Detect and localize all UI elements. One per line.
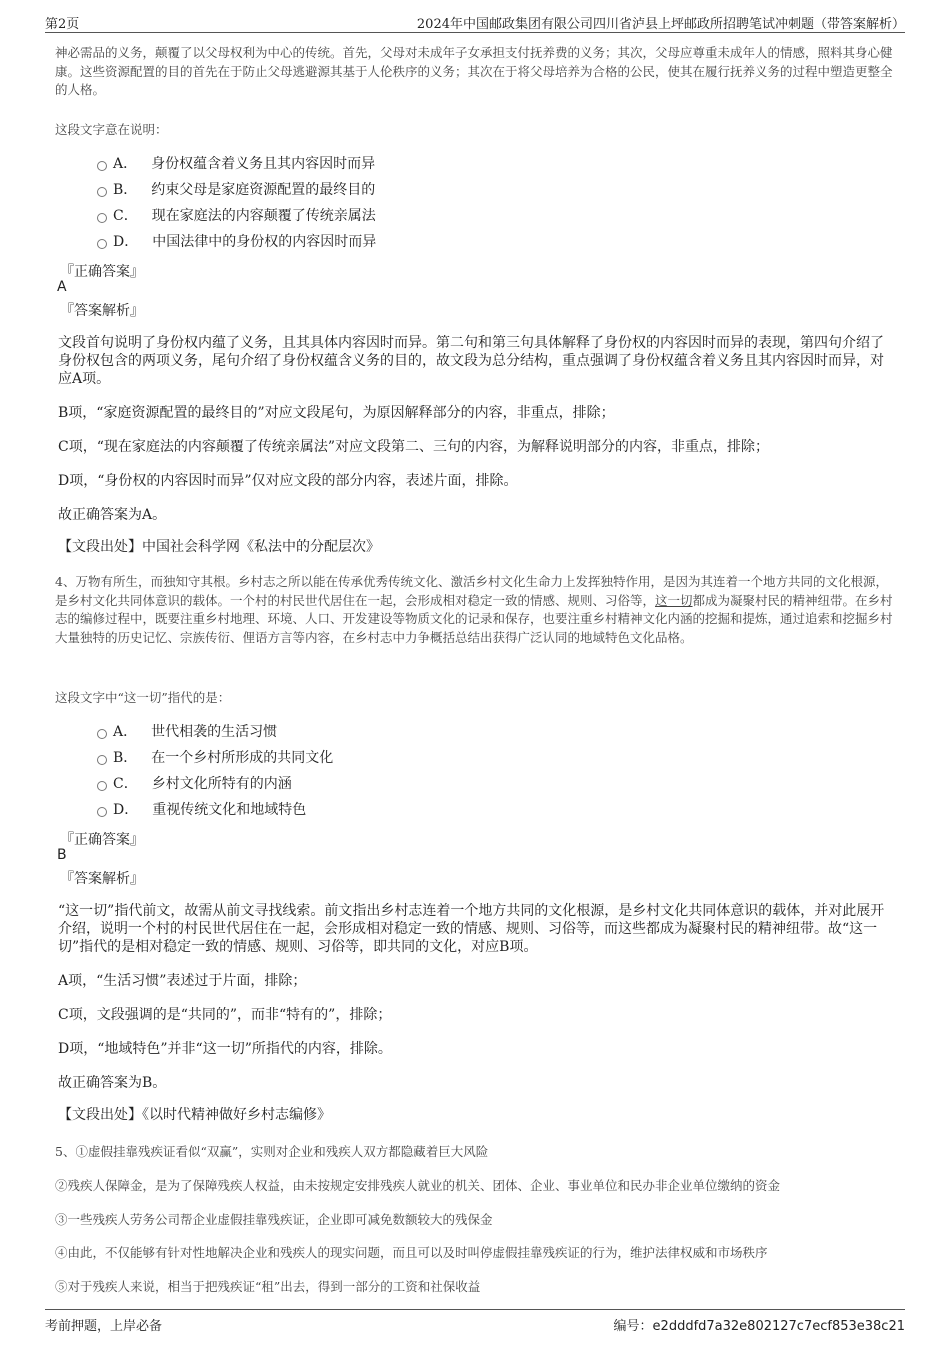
- q3-analysis-b: B项，“家庭资源配置的最终目的”对应文段尾句，为原因解释部分的内容，非重点，排除；: [58, 405, 615, 421]
- page-header: [45, 10, 905, 33]
- radio-icon[interactable]: [97, 729, 107, 739]
- q4-option-b[interactable]: B． 在一个乡村所形成的共同文化: [97, 748, 333, 768]
- radio-icon[interactable]: [97, 781, 107, 791]
- q5-statement-2: ②残疾人保障金，是为了保障残疾人权益，由未按规定安排残疾人就业的机关、团体、企业、事业单位和民办非企业单位缴纳的资金: [55, 1178, 781, 1193]
- q4-question: 这段文字中“这一切”指代的是：: [55, 690, 231, 705]
- q4-analysis-label: 『答案解析』: [60, 871, 144, 887]
- q4-source: 【文段出处】《以时代精神做好乡村志编修》: [58, 1107, 331, 1123]
- q4-analysis-d: D项，“地域特色”并非“这一切”所指代的内容，排除。: [58, 1041, 392, 1057]
- q3-question: 这段文字意在说明：: [55, 122, 168, 137]
- q4-analysis-c: C项，文段强调的是“共同的”，而非“特有的”，排除；: [58, 1007, 392, 1023]
- q5-statement-5: ⑤对于残疾人来说，相当于把残疾证“租”出去，得到一部分的工资和社保收益: [55, 1279, 481, 1294]
- q3-analysis-c: C项，“现在家庭法的内容颠覆了传统亲属法”对应文段第二、三句的内容，为解释说明部分的内容，非重点，排除；: [58, 439, 770, 455]
- q3-option-b[interactable]: B． 约束父母是家庭资源配置的最终目的: [97, 180, 375, 200]
- q3-analysis-main: 文段首句说明了身份权内蕴了义务，且其具体内容因时而异。第二句和第三句具体解释了身份权的内容因时而异的表现，第四句介绍了身份权包含的两项义务，尾句介绍了身份权蕴含义务的目的，故文段为总分结构，重点强调了身份权蕴含着义务且其内容因时而异，对应A项。: [58, 335, 884, 387]
- radio-icon[interactable]: [97, 755, 107, 765]
- radio-icon[interactable]: [97, 187, 107, 197]
- q4-option-a[interactable]: A． 世代相袭的生活习惯: [97, 722, 277, 742]
- q4-answer-label: 『正确答案』: [60, 832, 144, 848]
- q5-statement-4: ④由此，不仅能够有针对性地解决企业和残疾人的现实问题，而且可以及时叫停虚假挂靠残疾证的行为，维护法律权威和市场秩序: [55, 1245, 768, 1260]
- q4-analysis-main: “这一切”指代前文，故需从前文寻找线索。前文指出乡村志连着一个地方共同的文化根源，是乡村文化共同体意识的载体，并对此展开介绍，说明一个村的村民世代居住在一起，会形成相对稳定一致的情感、规则、习俗等，而这些都成为凝聚村民的精神纽带。故“这一切”指代的是相对稳定一致的情感、规则、习俗等，即共同的文化，对应B项。: [58, 903, 885, 955]
- footer-slogan: 考前押题，上岸必备: [45, 1319, 163, 1334]
- page-number: 第2页: [45, 17, 80, 32]
- q3-analysis-label: 『答案解析』: [60, 303, 144, 319]
- radio-icon[interactable]: [97, 161, 107, 171]
- q3-passage: 神必需品的义务，颠覆了以父母权利为中心的传统。首先，父母对未成年子女承担支付抚养费的义务；其次，父母应尊重未成年人的情感，照料其身心健康。这些资源配置的目的首先在于防止父母逃避源其基于人伦秩序的义务；其次在于将父母培养为合格的公民，使其在履行抚养义务的过程中塑造更整全的人格。: [55, 45, 893, 97]
- q4-option-d[interactable]: D． 重视传统文化和地域特色: [97, 800, 306, 820]
- document-id: 编号：e2dddfd7a32e802127c7ecf853e38c21: [613, 1319, 905, 1334]
- q3-answer: A: [57, 279, 67, 295]
- radio-icon[interactable]: [97, 213, 107, 223]
- q3-answer-label: 『正确答案』: [60, 264, 144, 280]
- q4-analysis-a: A项，“生活习惯”表述过于片面，排除；: [58, 973, 307, 989]
- q4-conclusion: 故正确答案为B。: [58, 1075, 167, 1091]
- document-title: 2024年中国邮政集团有限公司四川省泸县上坪邮政所招聘笔试冲刺题（带答案解析）: [416, 17, 905, 32]
- q3-option-c[interactable]: C． 现在家庭法的内容颠覆了传统亲属法: [97, 206, 376, 226]
- q5-statement-3: ③一些残疾人劳务公司帮企业虚假挂靠残疾证，企业即可减免数额较大的残保金: [55, 1212, 493, 1227]
- radio-icon[interactable]: [97, 807, 107, 817]
- q3-source: 【文段出处】中国社会科学网《私法中的分配层次》: [58, 539, 380, 555]
- q3-option-d[interactable]: D． 中国法律中的身份权的内容因时而异: [97, 232, 376, 252]
- radio-icon[interactable]: [97, 239, 107, 249]
- q4-passage: 4、万物有所生，而独知守其根。乡村志之所以能在传承优秀传统文化、激活乡村文化生命力上发挥独特作用，是因为其连着一个地方共同的文化根源，是乡村文化共同体意识的载体。一个村的村民世代居住在一起，会形成相对稳定一致的情感、规则、习俗等，这一切都成为凝聚村民的精神纽带。在乡村志的编修过程中，既要注重乡村地理、环境、人口、开发建设等物质文化的记录和保存，也要注重乡村精神文化内涵的挖掘和提炼，通过追索和挖掘乡村大量独特的历史记忆、宗族传衍、俚语方言等内容，在乡村志中力争概括总结出获得广泛认同的地域特色文化品格。: [55, 574, 893, 645]
- q3-analysis-d: D项，“身份权的内容因时而异”仅对应文段的部分内容，表述片面，排除。: [58, 473, 518, 489]
- q4-option-c[interactable]: C． 乡村文化所特有的内涵: [97, 774, 292, 794]
- page-footer: [45, 1309, 905, 1334]
- q5-statement-1: 5、①虚假挂靠残疾证看似“双赢”，实则对企业和残疾人双方都隐藏着巨大风险: [55, 1144, 489, 1159]
- q3-option-a[interactable]: A． 身份权蕴含着义务且其内容因时而异: [97, 154, 375, 174]
- q3-conclusion: 故正确答案为A。: [58, 507, 167, 523]
- underlined-phrase: 这一切: [655, 592, 693, 608]
- q4-answer: B: [57, 847, 67, 863]
